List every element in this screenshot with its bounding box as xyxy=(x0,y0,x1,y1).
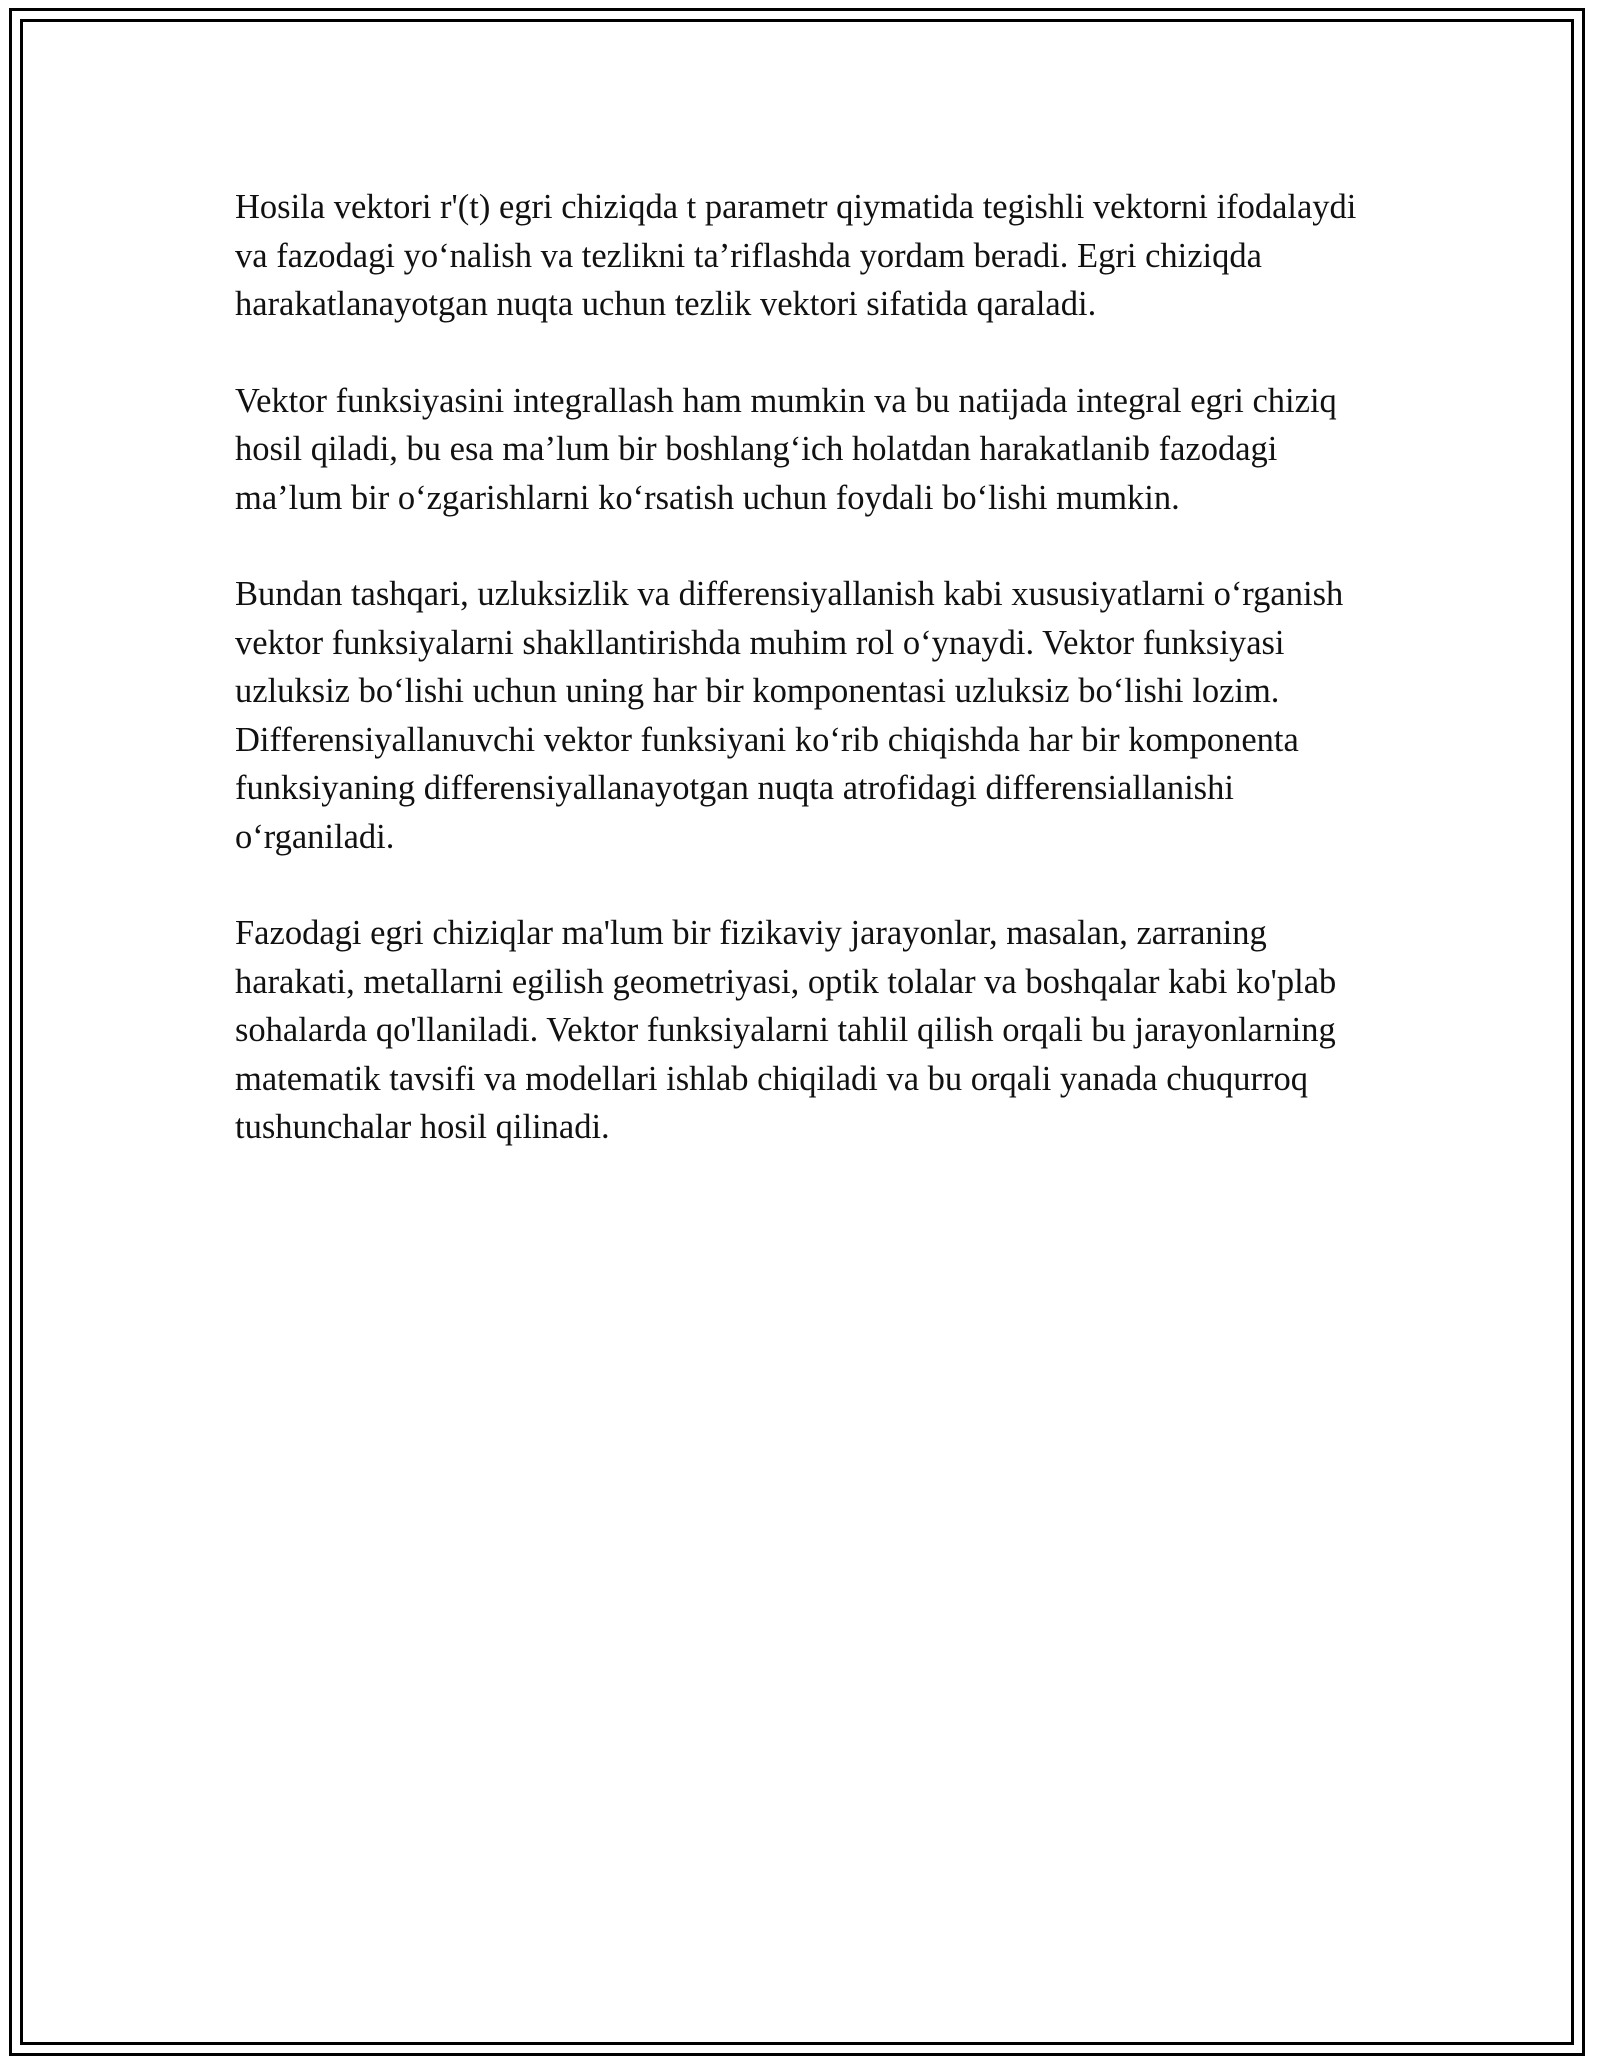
paragraph-continuity-differentiability: Bundan tashqari, uzluksizlik va differensiyallanish kabi xususiyatlarni o‘rganish vektor funksiyalarni shakllantirishda muhim rol o‘ynaydi. Vektor funksiyasi uzluksiz bo‘lishi uchun uning har bir komponentasi uzluksiz bo‘lishi lozim. Differensiyallanuvchi vektor funksiyani ko‘rib chiqishda har bir komponenta funksiyaning differensiyallanayotgan nuqta atrofidagi differensiallanishi o‘rganiladi. xyxy=(235,575,1344,856)
paragraph-space-curves-applications: Fazodagi egri chiziqlar ma'lum bir fizikaviy jarayonlar, masalan, zarraning harakati, metallarni egilish geometriyasi, optik tolalar va boshqalar kabi ko'plab sohalarda qo'llaniladi. Vektor funksiyalarni tahlil qilish orqali bu jarayonlarning matematik tavsifi va modellari ishlab chiqiladi va bu orqali yanada chuqurroq tushunchalar hosil qilinadi. xyxy=(235,914,1337,1146)
paragraph-vector-integration: Vektor funksiyasini integrallash ham mumkin va bu natijada integral egri chiziq hosil qiladi, bu esa ma’lum bir boshlang‘ich holatdan harakatlanib fazodagi ma’lum bir o‘zgarishlarni ko‘rsatish uchun foydali bo‘lishi mumkin. xyxy=(235,381,1337,517)
paragraph-derivative-vector: Hosila vektori r'(t) egri chiziqda t parametr qiymatida tegishli vektorni ifodalaydi va fazodagi yo‘nalish va tezlikni ta’riflashda yordam beradi. Egri chiziqda harakatlanayotgan nuqta uchun tezlik vektori sifatida qaraladi. xyxy=(235,188,1357,323)
document-body xyxy=(235,183,1360,1200)
